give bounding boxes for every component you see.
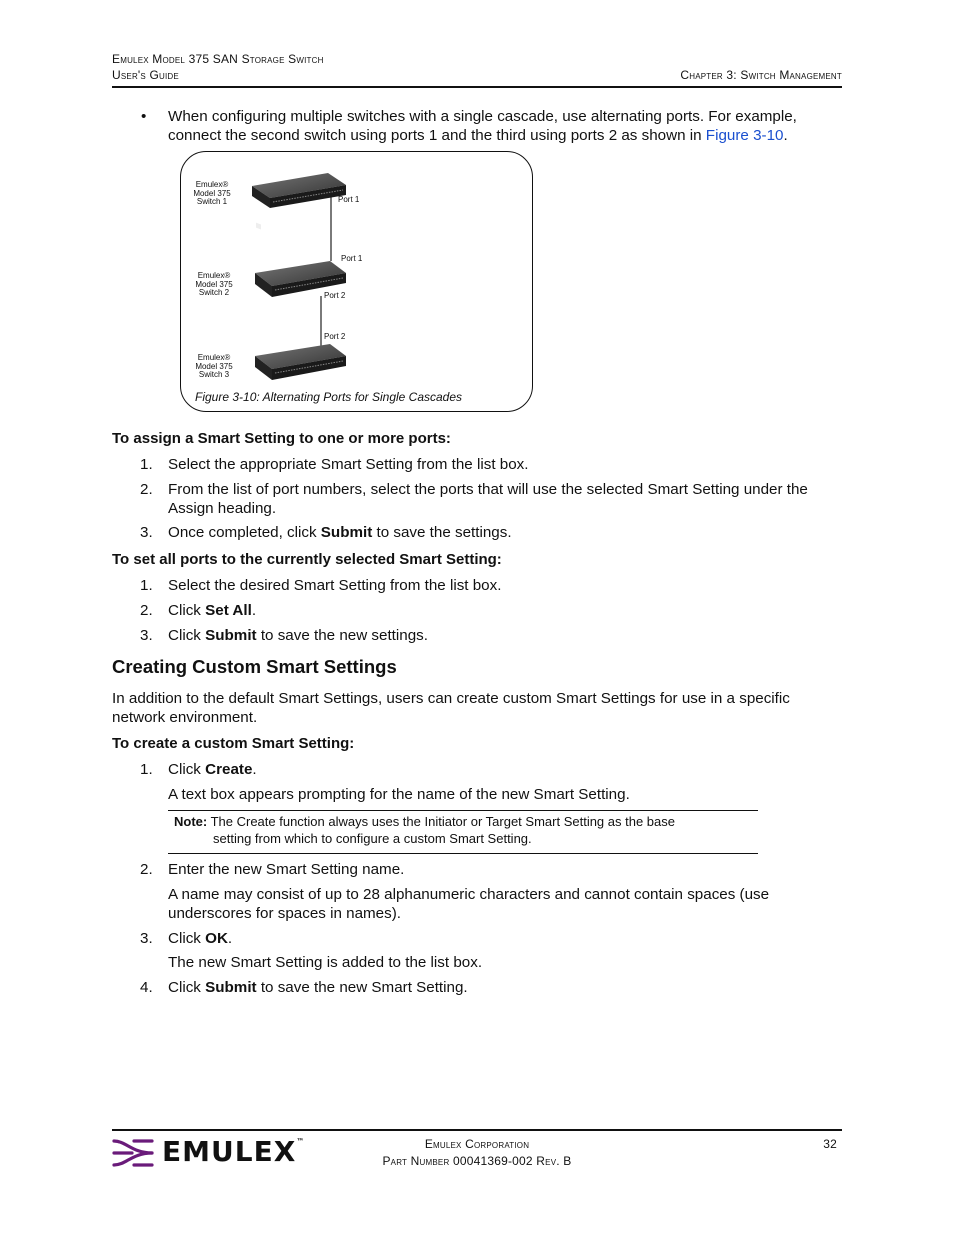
- step-text: Enter the new Smart Setting name.: [168, 861, 405, 878]
- step-number: 4.: [140, 979, 153, 996]
- emulex-logo-text: EMULEX™: [162, 1135, 306, 1168]
- header-title: Emulex Model 375 SAN Storage Switch: [112, 52, 324, 66]
- step-number: 2.: [140, 861, 153, 878]
- footer-part-number: Part Number 00041369-002 Rev. B: [382, 1154, 572, 1168]
- step-text: Once completed, click Submit to save the settings.: [168, 524, 512, 541]
- intro-text-end: .: [783, 127, 788, 144]
- step-number: 3.: [140, 627, 153, 644]
- note-line2: setting from which to configure a custom Smart Setting.: [213, 831, 532, 846]
- switch-1-label: Emulex® Model 375 Switch 1: [193, 180, 231, 206]
- intro-bullet-text: [168, 107, 843, 145]
- port-label-sw1: Port 1: [338, 195, 360, 204]
- step-detail: The new Smart Setting is added to the list box.: [168, 954, 483, 971]
- step-text: Click Submit to save the new settings.: [168, 627, 428, 644]
- step-text: From the list of port numbers, select the ports that will use the selected Smart Setting under the Assign heading.: [168, 481, 808, 517]
- step-text: Select the appropriate Smart Setting from the list box.: [168, 456, 529, 473]
- figure-caption: Figure 3-10: Alternating Ports for Single Cascades: [195, 390, 463, 404]
- step-number: 1.: [140, 577, 153, 594]
- step-text: Click Submit to save the new Smart Setting.: [168, 979, 468, 996]
- section1-heading: To assign a Smart Setting to one or more ports:: [112, 430, 451, 447]
- custom-paragraph: In addition to the default Smart Settings, users can create custom Smart Settings for use in a specific network environment.: [112, 690, 790, 726]
- page-number: 32: [823, 1137, 837, 1151]
- intro-text: When configuring multiple switches with a single cascade, use alternating ports. For example, connect the second switch using ports 1 and the third using ports 2 as shown in: [168, 108, 797, 144]
- step-detail: A name may consist of up to 28 alphanumeric characters and cannot contain spaces (use underscores for spaces in names).: [168, 886, 770, 922]
- footer-rule: [112, 1129, 842, 1131]
- step-text: Select the desired Smart Setting from the list box.: [168, 577, 502, 594]
- step-number: 3.: [140, 524, 153, 541]
- step-text: Click Create.: [168, 761, 257, 778]
- section2-heading: To set all ports to the currently selected Smart Setting:: [112, 551, 502, 568]
- note-line1: Note: The Create function always uses the Initiator or Target Smart Setting as the base: [174, 814, 675, 829]
- header-chapter: Chapter 3: Switch Management: [680, 68, 842, 82]
- header-rule: [112, 86, 842, 88]
- step-text: Click OK.: [168, 930, 233, 947]
- step-detail: A text box appears prompting for the name of the new Smart Setting.: [168, 786, 630, 803]
- custom-subheading: To create a custom Smart Setting:: [112, 735, 355, 752]
- bullet-mark: •: [141, 108, 147, 125]
- step-number: 2.: [140, 481, 153, 498]
- switch-2-label: Emulex® Model 375 Switch 2: [195, 271, 233, 297]
- figure-link[interactable]: Figure 3-10: [705, 127, 784, 144]
- step-text: Click Set All.: [168, 602, 257, 619]
- switch-1-graphic: [252, 173, 346, 229]
- step-number: 1.: [140, 761, 153, 778]
- step-number: 3.: [140, 930, 153, 947]
- footer-company: Emulex Corporation: [424, 1137, 530, 1151]
- switch-3-label: Emulex® Model 375 Switch 3: [195, 353, 233, 379]
- port-label-sw2-top: Port 1: [341, 254, 363, 263]
- step-number: 1.: [140, 456, 153, 473]
- step-number: 2.: [140, 602, 153, 619]
- custom-heading: Creating Custom Smart Settings: [112, 656, 397, 677]
- port-label-sw2-bottom: Port 2: [324, 291, 346, 300]
- note-box: [168, 810, 758, 854]
- port-label-sw3: Port 2: [324, 332, 346, 341]
- header-subtitle: User's Guide: [112, 68, 179, 82]
- switch-3-graphic: [255, 344, 346, 380]
